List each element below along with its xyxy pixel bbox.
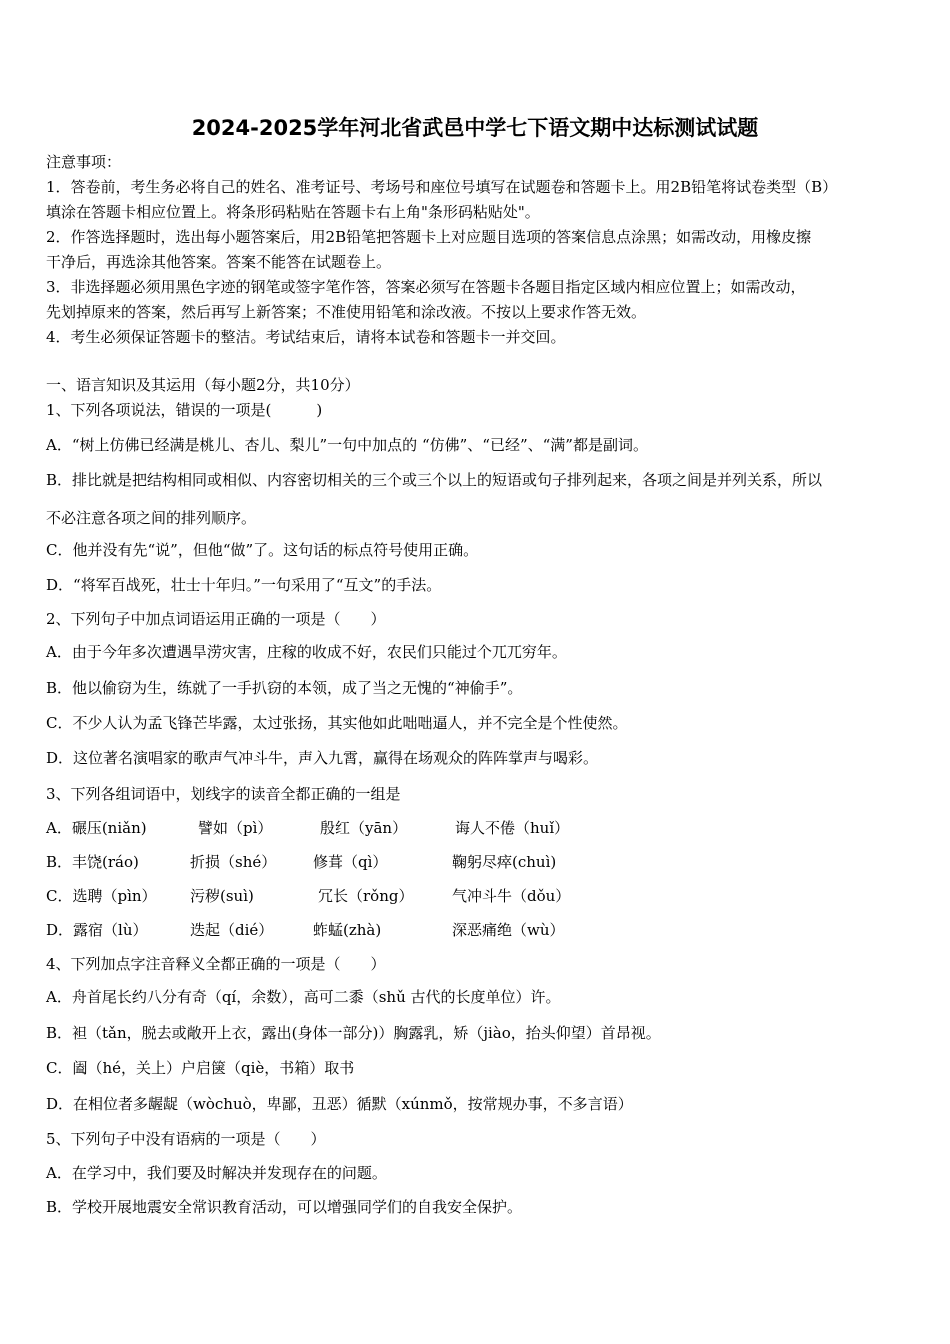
option-a: A．在学习中，我们要及时解决并发现存在的问题。 [46,1164,387,1182]
section-heading: 一、语言知识及其运用（每小题2分，共10分） [46,376,360,394]
option-d: D．在相位者多龌龊（wòchuò，卑鄙，丑恶）循默（xúnmǒ，按常规办事，不多言语） [46,1095,633,1113]
pinyin-cell: 殷红（yān） [320,819,408,837]
option-b: B．学校开展地震安全常识教育活动，可以增强同学们的自我安全保护。 [46,1198,523,1216]
pinyin-cell: C．选聘（pìn） [46,887,157,905]
option-a: A．舟首尾长约八分有奇（qí，余数），高可二黍（shǔ 古代的长度单位）许。 [46,988,561,1006]
pinyin-cell: 迭起（dié） [190,921,274,939]
option-b-continued: 不必注意各项之间的排列顺序。 [46,509,257,527]
notice-line: 干净后，再选涂其他答案。答案不能答在试题卷上。 [46,253,392,271]
pinyin-cell: 冗长（rǒng） [318,887,414,905]
question-stem: 3、下列各组词语中，划线字的读音全都正确的一组是 [46,785,401,803]
notice-heading: 注意事项： [46,153,122,171]
question-stem: 1、下列各项说法，错误的一项是( ) [46,401,323,419]
option-b: B．他以偷窃为生，练就了一手扒窃的本领，成了当之无愧的“神偷手”。 [46,679,523,697]
pinyin-cell: 鞠躬尽瘁(chuì) [452,853,557,871]
option-d: D．“将军百战死，壮士十年归。”一句采用了“互文”的手法。 [46,576,442,594]
option-b: B．袒（tǎn，脱去或敞开上衣，露出(身体一部分)）胸露乳，矫（jiào，抬头仰望）首昂视。 [46,1024,661,1042]
notice-line: 4．考生必须保证答题卡的整洁。考试结束后，请将本试卷和答题卡一并交回。 [46,328,566,346]
pinyin-cell: 譬如（pì） [198,819,273,837]
option-d: D．这位著名演唱家的歌声气冲斗牛，声入九霄，赢得在场观众的阵阵掌声与喝彩。 [46,749,599,767]
option-c: C．不少人认为孟飞锋芒毕露，太过张扬，其实他如此咄咄逼人，并不完全是个性使然。 [46,714,628,732]
pinyin-cell: 诲人不倦（huǐ） [455,819,570,837]
pinyin-cell: B．丰饶(ráo) [46,853,139,871]
pinyin-cell: 污秽(suì) [190,887,254,905]
pinyin-cell: 气冲斗牛（dǒu） [452,887,571,905]
option-c: C．阖（hé，关上）户启箧（qiè，书箱）取书 [46,1059,355,1077]
page-title: 2024-2025学年河北省武邑中学七下语文期中达标测试试题 [191,116,759,140]
pinyin-cell: 深恶痛绝（wù） [452,921,565,939]
question-stem: 5、下列句子中没有语病的一项是（ ） [46,1130,326,1148]
option-b: B．排比就是把结构相同或相似、内容密切相关的三个或三个以上的短语或句子排列起来，各项之间是并列关系，所以 [46,471,823,489]
pinyin-cell: 蚱蜢(zhà) [313,921,382,939]
option-c: C．他并没有先“说”，但他“做”了。这句话的标点符号使用正确。 [46,541,479,559]
pinyin-cell: 折损（shé） [190,853,277,871]
pinyin-cell: A．碾压(niǎn) [46,819,147,837]
option-a: A．由于今年多次遭遇旱涝灾害，庄稼的收成不好，农民们只能过个兀兀穷年。 [46,643,567,661]
notice-line: 3．非选择题必须用黑色字迹的钢笔或签字笔作答，答案必须写在答题卡各题目指定区域内相应位置上；如需改动， [46,278,806,296]
question-stem: 2、下列句子中加点词语运用正确的一项是（ ） [46,610,386,628]
notice-line: 先划掉原来的答案，然后再写上新答案；不准使用铅笔和涂改液。不按以上要求作答无效。 [46,303,647,321]
option-a: A．“树上仿佛已经满是桃儿、杏儿、梨儿”一句中加点的 “仿佛”、“已经”、“满”都是副词。 [46,436,648,454]
question-stem: 4、下列加点字注音释义全都正确的一项是（ ） [46,955,386,973]
notice-line: 1．答卷前，考生务必将自己的姓名、准考证号、考场号和座位号填写在试题卷和答题卡上。用2B铅笔将试卷类型（B） [46,178,838,196]
notice-line: 填涂在答题卡相应位置上。将条形码粘贴在答题卡右上角"条形码粘贴处"。 [46,203,540,221]
notice-line: 2．作答选择题时，选出每小题答案后，用2B铅笔把答题卡上对应题目选项的答案信息点涂黑；如需改动，用橡皮擦 [46,228,812,246]
pinyin-cell: 修葺（qì） [313,853,388,871]
pinyin-cell: D．露宿（lù） [46,921,148,939]
